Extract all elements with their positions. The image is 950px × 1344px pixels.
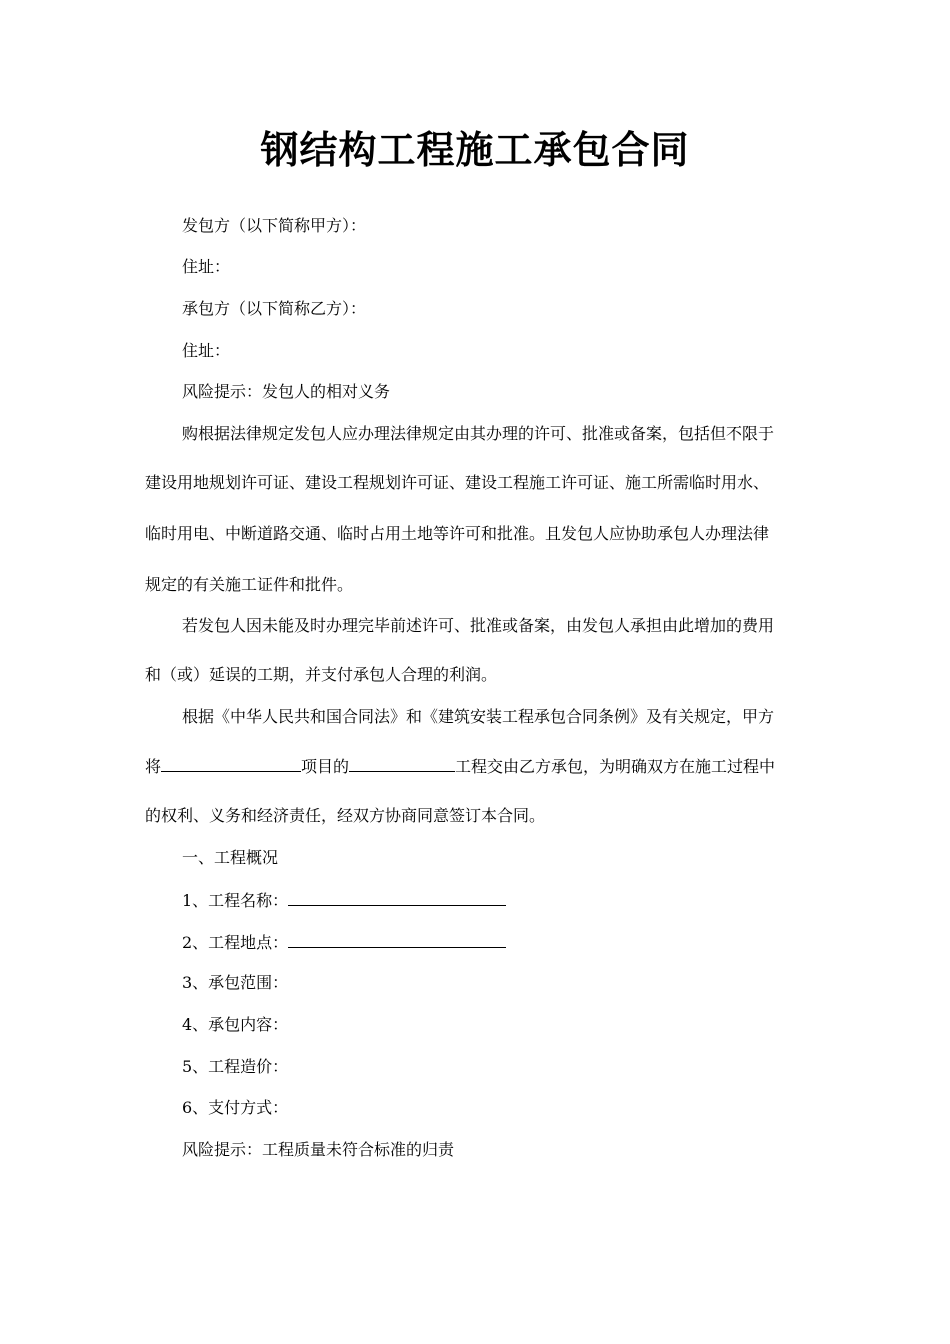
item-project-name-label: 1、工程名称： (182, 891, 289, 910)
paragraph-3-line-2 (145, 754, 807, 779)
item-payment-method: 6、支付方式： (182, 1098, 289, 1117)
party-b-label: 承包方（以下简称乙方）： (182, 299, 367, 318)
project-work-blank[interactable] (349, 754, 455, 772)
party-a-label: 发包方（以下简称甲方）： (182, 216, 367, 235)
paragraph-3-text-a: 将 (145, 757, 162, 776)
item-project-name (182, 888, 844, 913)
item-contract-scope: 3、承包范围： (182, 973, 289, 992)
risk-note-2: 风险提示：工程质量未符合标准的归责 (182, 1140, 455, 1159)
paragraph-3-text-c: 工程交由乙方承包，为明确双方在施工过程中 (455, 757, 776, 776)
item-project-location (182, 930, 844, 955)
contract-title: 钢结构工程施工承包合同 (260, 127, 690, 172)
item-contract-content: 4、承包内容： (182, 1015, 289, 1034)
project-location-field[interactable] (288, 930, 506, 948)
party-b-address-label: 住址： (182, 341, 231, 360)
paragraph-2-line-2: 和（或）延误的工期，并支付承包人合理的利润。 (145, 665, 498, 684)
project-name-field[interactable] (288, 888, 506, 906)
paragraph-1-line-1: 购根据法律规定发包人应办理法律规定由其办理的许可、批准或备案，包括但不限于 (182, 424, 775, 443)
paragraph-3-text-b: 项目的 (301, 757, 350, 776)
paragraph-3-line-1: 根据《中华人民共和国合同法》和《建筑安装工程承包合同条例》及有关规定，甲方 (182, 707, 775, 726)
paragraph-1-line-4: 规定的有关施工证件和批件。 (145, 575, 354, 594)
section-heading-overview: 一、工程概况 (182, 848, 279, 867)
project-name-blank[interactable] (161, 754, 301, 772)
risk-note-1: 风险提示：发包人的相对义务 (182, 382, 391, 401)
paragraph-1-line-3: 临时用电、中断道路交通、临时占用土地等许可和批准。且发包人应协助承包人办理法律 (145, 524, 770, 543)
paragraph-1-line-2: 建设用地规划许可证、建设工程规划许可证、建设工程施工许可证、施工所需临时用水、 (145, 473, 770, 492)
paragraph-2-line-1: 若发包人因未能及时办理完毕前述许可、批准或备案，由发包人承担由此增加的费用 (182, 616, 775, 635)
item-project-location-label: 2、工程地点： (182, 933, 289, 952)
party-a-address-label: 住址： (182, 257, 231, 276)
item-project-cost: 5、工程造价： (182, 1057, 289, 1076)
paragraph-3-line-3: 的权利、义务和经济责任，经双方协商同意签订本合同。 (145, 806, 546, 825)
